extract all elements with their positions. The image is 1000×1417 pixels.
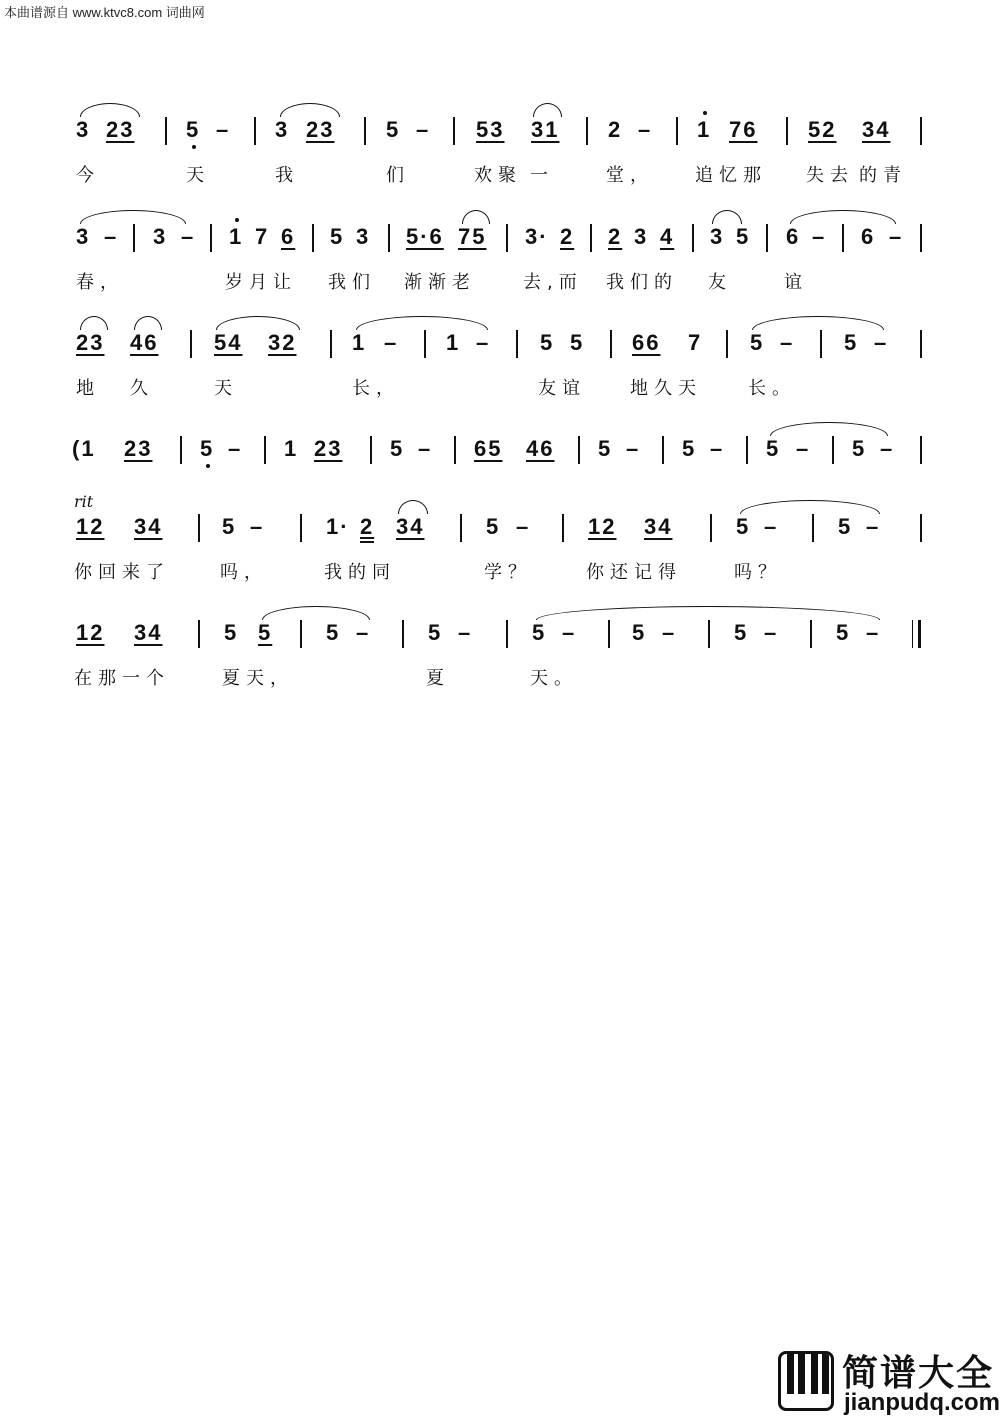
barline	[708, 620, 710, 648]
lyric: 学？	[484, 562, 532, 583]
lyric: 吗，	[220, 562, 268, 583]
barline	[710, 514, 712, 542]
note: 23	[106, 117, 135, 142]
barline	[920, 514, 922, 542]
note: 3	[76, 224, 91, 249]
note: 6	[281, 224, 296, 249]
note: 2	[560, 224, 575, 249]
barline	[610, 330, 612, 358]
note: –	[356, 620, 371, 645]
lyric: 今	[76, 165, 100, 186]
barline	[424, 330, 426, 358]
barline	[920, 330, 922, 358]
barline	[692, 224, 694, 252]
lyric: 春，	[76, 272, 124, 293]
note: –	[780, 330, 795, 355]
lyric: 你还记得	[586, 562, 682, 583]
barline	[210, 224, 212, 252]
barline	[766, 224, 768, 252]
barline	[180, 436, 182, 464]
lyric: 友谊	[538, 378, 586, 399]
lyric: 天	[186, 165, 210, 186]
note: 5	[844, 330, 859, 355]
lyric: 我的同	[324, 562, 396, 583]
note: 1	[352, 330, 367, 355]
lyric: 夏天，	[222, 668, 294, 689]
note: 6	[861, 224, 876, 249]
note: 76	[729, 117, 758, 142]
note: 3	[634, 224, 649, 249]
octave-dot	[206, 464, 210, 468]
note: 5	[486, 514, 501, 539]
barline	[786, 117, 788, 145]
lyrics-line	[0, 272, 1000, 298]
lyric: 长，	[352, 378, 400, 399]
note: 5	[766, 436, 781, 461]
note: 3	[76, 117, 91, 142]
note: 46	[526, 436, 555, 461]
note: 23	[124, 436, 153, 461]
note: 5	[682, 436, 697, 461]
lyric: 夏	[426, 668, 450, 689]
note: 5	[736, 224, 751, 249]
lyric: 一	[530, 165, 554, 186]
barline	[370, 436, 372, 464]
slur	[280, 103, 340, 117]
note: 3	[356, 224, 371, 249]
lyric: 我们	[328, 272, 376, 293]
barline	[820, 330, 822, 358]
barline	[300, 620, 302, 648]
barline	[190, 330, 192, 358]
note: 6	[786, 224, 801, 249]
notes-line	[0, 620, 1000, 656]
barline	[254, 117, 256, 145]
note: 23	[76, 330, 105, 355]
note: 31	[531, 117, 560, 142]
note: 1	[284, 436, 299, 461]
note: –	[216, 117, 231, 142]
barline	[676, 117, 678, 145]
note: –	[562, 620, 577, 645]
note: 5	[750, 330, 765, 355]
note: 5	[258, 620, 273, 645]
note: 4	[660, 224, 675, 249]
note: 3·	[525, 224, 549, 249]
lyric: 友	[708, 272, 732, 293]
barline	[453, 117, 455, 145]
note: –	[104, 224, 119, 249]
note: 5	[838, 514, 853, 539]
lyric: 岁月让	[225, 272, 297, 293]
note: –	[181, 224, 196, 249]
barline	[300, 514, 302, 542]
barline	[562, 514, 564, 542]
lyrics-line	[0, 378, 1000, 404]
barline	[330, 330, 332, 358]
note: 54	[214, 330, 243, 355]
lyrics-line	[0, 165, 1000, 191]
barline	[842, 224, 844, 252]
note: 5	[736, 514, 751, 539]
score-row	[0, 492, 1000, 624]
note: 3	[153, 224, 168, 249]
note: –	[812, 224, 827, 249]
note: 66	[632, 330, 661, 355]
note: 53	[476, 117, 505, 142]
lyric: 我们的	[606, 272, 678, 293]
barline	[920, 436, 922, 464]
note: 46	[130, 330, 159, 355]
note: 5	[224, 620, 239, 645]
barline	[506, 620, 508, 648]
lyric: 谊	[784, 272, 808, 293]
note: 1	[229, 224, 244, 249]
note: 75	[458, 224, 487, 249]
note: 5	[598, 436, 613, 461]
notes-line	[0, 514, 1000, 550]
note: 3	[710, 224, 725, 249]
note: 5	[330, 224, 345, 249]
lyric: 渐渐老	[404, 272, 476, 293]
note: 12	[76, 514, 105, 539]
slur	[533, 103, 562, 117]
lyric: 久	[130, 378, 154, 399]
lyric: 我	[275, 165, 299, 186]
note: 5	[186, 117, 201, 142]
note: –	[662, 620, 677, 645]
lyrics-line	[0, 668, 1000, 694]
note: –	[638, 117, 653, 142]
note: 5	[390, 436, 405, 461]
notes-line	[0, 117, 1000, 153]
octave-dot	[235, 218, 239, 222]
barline	[920, 224, 922, 252]
note: –	[874, 330, 889, 355]
note: 2	[608, 117, 623, 142]
note: –	[710, 436, 725, 461]
note: –	[250, 514, 265, 539]
note: –	[764, 620, 779, 645]
lyric: 欢聚	[474, 165, 522, 186]
note: –	[476, 330, 491, 355]
barline	[198, 620, 200, 648]
lyric: 长。	[748, 378, 796, 399]
note: 5	[326, 620, 341, 645]
lyric: 地	[76, 378, 100, 399]
note: 5	[532, 620, 547, 645]
barline	[608, 620, 610, 648]
note: 1	[697, 117, 712, 142]
note: 5	[200, 436, 215, 461]
note: –	[228, 436, 243, 461]
site-logo	[778, 1345, 1000, 1415]
note: 23	[314, 436, 343, 461]
lyric: 吗？	[734, 562, 782, 583]
note: 5	[734, 620, 749, 645]
barline	[165, 117, 167, 145]
note: 34	[134, 620, 163, 645]
note: –	[416, 117, 431, 142]
barline	[388, 224, 390, 252]
barline	[586, 117, 588, 145]
lyric: 天。	[530, 668, 578, 689]
lyric: 堂，	[606, 165, 654, 186]
lyric: 在那一个	[74, 668, 170, 689]
barline	[264, 436, 266, 464]
slur	[80, 103, 140, 117]
note: –	[626, 436, 641, 461]
note: 5	[632, 620, 647, 645]
note: –	[796, 436, 811, 461]
note: 2	[360, 514, 374, 543]
note: 34	[644, 514, 673, 539]
note: 52	[808, 117, 837, 142]
barline	[832, 436, 834, 464]
note: 65	[474, 436, 503, 461]
notes-line	[0, 330, 1000, 366]
note: –	[764, 514, 779, 539]
barline	[198, 514, 200, 542]
barline	[460, 514, 462, 542]
note: –	[866, 620, 881, 645]
barline	[454, 436, 456, 464]
note: (1	[72, 436, 96, 461]
score-row	[0, 620, 1000, 730]
logo-name: 简谱大全	[842, 1353, 995, 1394]
barline	[590, 224, 592, 252]
lyric: 失去	[806, 165, 854, 186]
note: 5·6	[406, 224, 444, 249]
note: 32	[268, 330, 297, 355]
octave-dot	[703, 111, 707, 115]
note: 7	[255, 224, 270, 249]
notes-line	[0, 436, 1000, 472]
note: 5	[386, 117, 401, 142]
final-barline-thin	[912, 620, 913, 648]
note: 34	[862, 117, 891, 142]
barline	[516, 330, 518, 358]
lyric: 地久天	[630, 378, 702, 399]
piano-keys-icon	[778, 1351, 834, 1411]
note: 7	[688, 330, 703, 355]
barline	[402, 620, 404, 648]
note: –	[880, 436, 895, 461]
lyric: 天	[214, 378, 238, 399]
logo-url: jianpudq.com	[844, 1389, 1000, 1416]
note: 5	[222, 514, 237, 539]
note: –	[384, 330, 399, 355]
note: –	[516, 514, 531, 539]
note: 5	[836, 620, 851, 645]
lyric: 们	[386, 165, 410, 186]
barline	[578, 436, 580, 464]
barline	[726, 330, 728, 358]
note: 1	[446, 330, 461, 355]
barline	[812, 514, 814, 542]
lyric: 你回来了	[74, 562, 170, 583]
note: 1·	[326, 514, 350, 539]
note: 3	[275, 117, 290, 142]
barline	[133, 224, 135, 252]
barline	[920, 117, 922, 145]
note: 5	[852, 436, 867, 461]
note: –	[889, 224, 904, 249]
octave-dot	[192, 145, 196, 149]
note: 23	[306, 117, 335, 142]
lyric: 追忆那	[695, 165, 767, 186]
barline	[662, 436, 664, 464]
note: 5	[540, 330, 555, 355]
note: 2	[608, 224, 623, 249]
note: –	[458, 620, 473, 645]
notes-line	[0, 224, 1000, 260]
final-barline	[918, 620, 921, 648]
note: 5	[428, 620, 443, 645]
note: –	[866, 514, 881, 539]
note: 5	[570, 330, 585, 355]
tempo-marking: rit	[74, 492, 94, 511]
note: 12	[76, 620, 105, 645]
lyrics-line	[0, 562, 1000, 588]
barline	[810, 620, 812, 648]
barline	[506, 224, 508, 252]
note: 34	[396, 514, 425, 539]
barline	[312, 224, 314, 252]
lyric: 的青	[859, 165, 907, 186]
note: 12	[588, 514, 617, 539]
lyric: 去,而	[523, 272, 583, 293]
barline	[364, 117, 366, 145]
note: –	[418, 436, 433, 461]
barline	[746, 436, 748, 464]
note: 34	[134, 514, 163, 539]
source-header: 本曲谱源自 www.ktvc8.com 词曲网	[4, 5, 205, 20]
